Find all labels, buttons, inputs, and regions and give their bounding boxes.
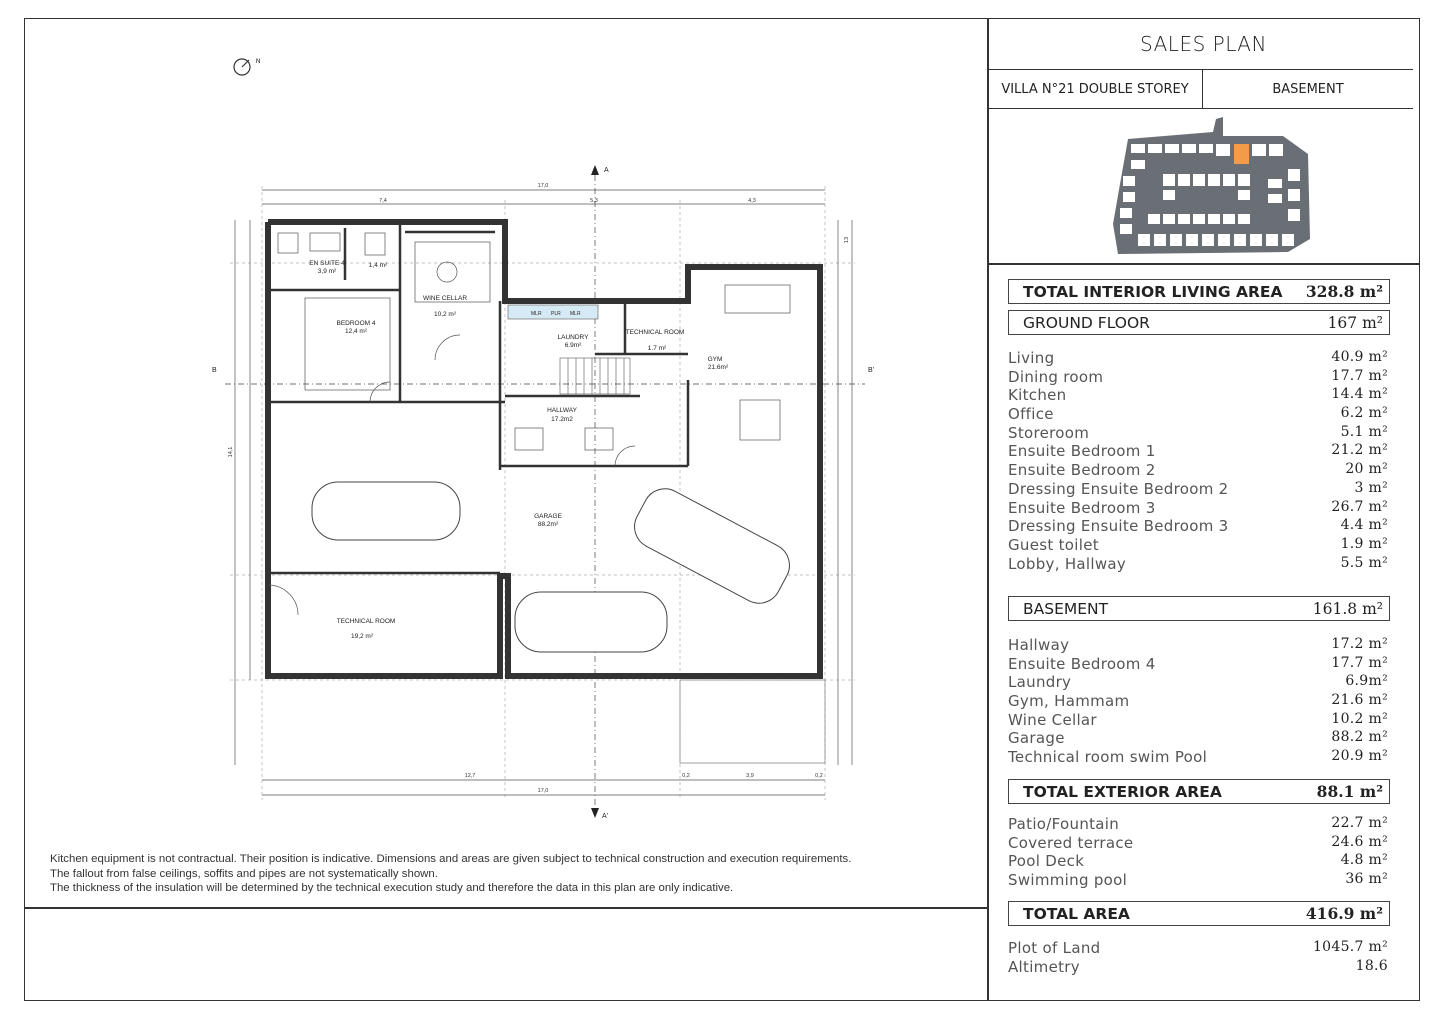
room-name-en-suite: EN SUITE 4 [309, 260, 345, 267]
notes-divider [24, 907, 987, 909]
item-area: 1.9 m² [1340, 535, 1388, 552]
room-name-wine: WINE CELLAR [422, 295, 468, 302]
note-line: Kitchen equipment is not contractual. Their position is indicative. Dimensions and areas are given subject to technical construction and execution requirements. [50, 853, 852, 865]
laundry-unit-1: MLR [531, 311, 542, 317]
item-name: Patio/Fountain [1008, 815, 1120, 833]
list-item [1008, 368, 1388, 387]
list-item [1008, 442, 1388, 461]
room-area-wc: 1,4 m² [368, 262, 388, 269]
list-item [1008, 871, 1388, 890]
list-item [1008, 958, 1388, 977]
list-item [1008, 673, 1388, 692]
sheet-title: SALES PLAN [1140, 31, 1267, 56]
list-item [1008, 555, 1388, 574]
list-item [1008, 939, 1388, 958]
cars [312, 481, 797, 652]
section-mark-b: B [212, 367, 217, 374]
room-area-gym: 21.6m² [707, 364, 729, 371]
north-label: N [256, 59, 261, 65]
item-name: Gym, Hammam [1008, 692, 1130, 711]
list-item [1008, 424, 1388, 443]
dim-small-1: 0,2 [682, 773, 690, 779]
note-line: The thickness of the insulation will be determined by the technical execution study and therefore the data in this plan are only indicative. [50, 882, 734, 894]
item-area: 4.4 m² [1340, 517, 1388, 534]
item-name: Ensuite Bedroom 2 [1008, 461, 1156, 480]
item-name: Pool Deck [1008, 852, 1085, 871]
item-name: Ensuite Bedroom 1 [1008, 442, 1156, 461]
room-name-garage: GARAGE [534, 513, 562, 520]
room-name-tech-small: TECHNICAL ROOM [625, 329, 685, 336]
room-area-hallway: 17.2m2 [551, 416, 573, 423]
item-area: 24.6 m² [1331, 833, 1388, 850]
list-item [1008, 480, 1388, 499]
basement-box [1008, 596, 1390, 621]
item-area: 5.5 m² [1340, 554, 1388, 571]
land-list [1008, 939, 1388, 976]
list-item [1008, 517, 1388, 536]
list-item [1008, 834, 1388, 853]
total-interior-value: 328.8 m² [1305, 282, 1383, 301]
item-area: 88.2 m² [1331, 729, 1388, 746]
item-name: Dining room [1008, 367, 1104, 386]
total-exterior-label: TOTAL EXTERIOR AREA [1023, 782, 1222, 801]
section-mark-a: A [604, 167, 609, 174]
list-item [1008, 386, 1388, 405]
title-row [988, 69, 1413, 109]
list-item [1008, 852, 1388, 871]
item-name: Lobby, Hallway [1008, 554, 1127, 573]
plan-notes [50, 852, 970, 896]
list-item [1008, 636, 1388, 655]
item-name: Guest toilet [1008, 535, 1099, 554]
list-item [1008, 655, 1388, 674]
item-name: Ensuite Bedroom 3 [1008, 498, 1156, 517]
basement-room-list [1008, 636, 1388, 767]
highlighted-villa [1234, 144, 1249, 164]
item-area: 14.4 m² [1331, 386, 1388, 403]
total-area-label: TOTAL AREA [1023, 904, 1130, 923]
item-name: Hallway [1008, 636, 1070, 654]
item-name: Laundry [1008, 673, 1072, 692]
item-name: Technical room swim Pool [1008, 748, 1208, 767]
ground-room-list [1008, 349, 1388, 573]
item-name: Swimming pool [1008, 871, 1128, 890]
list-item [1008, 748, 1388, 767]
floor-plan [40, 40, 970, 840]
total-exterior-value: 88.1 m² [1316, 782, 1383, 801]
list-item [1008, 405, 1388, 424]
exterior-list [1008, 815, 1388, 890]
dim-bottom-seg-2: 3,9 [746, 773, 754, 779]
list-item [1008, 536, 1388, 555]
total-interior-box [1008, 279, 1390, 304]
total-area-box [1008, 901, 1390, 926]
room-name-gym: GYM [707, 356, 723, 363]
item-area: 36 m² [1345, 871, 1388, 888]
item-name: Dressing Ensuite Bedroom 2 [1008, 479, 1229, 498]
item-name: Kitchen [1008, 386, 1067, 405]
north-arrow-icon [234, 59, 260, 75]
item-area: 18.6 [1355, 957, 1388, 974]
item-area: 20 m² [1345, 461, 1388, 478]
site-key-map [1098, 114, 1318, 259]
list-item [1008, 815, 1388, 834]
list-item [1008, 692, 1388, 711]
dim-top-total: 17,0 [537, 183, 549, 189]
item-area: 5.1 m² [1340, 423, 1388, 440]
item-name: Garage [1008, 729, 1065, 748]
item-area: 4.8 m² [1340, 852, 1388, 869]
item-area: 17.7 m² [1331, 367, 1388, 384]
ground-floor-box [1008, 310, 1390, 335]
list-item [1008, 499, 1388, 518]
item-name: Dressing Ensuite Bedroom 3 [1008, 517, 1229, 536]
room-name-hallway: HALLWAY [547, 407, 577, 414]
total-area-value: 416.9 m² [1305, 904, 1383, 923]
basement-value: 161.8 m² [1312, 599, 1383, 618]
dim-left-total: 14,1 [228, 446, 234, 458]
terrace-outline [680, 680, 825, 763]
dim-bottom-total: 17,0 [537, 788, 549, 794]
item-area: 17.2 m² [1331, 636, 1388, 652]
item-name: Covered terrace [1008, 833, 1134, 852]
room-area-bedroom: 12,4 m² [344, 328, 368, 335]
room-area-laundry: 6.9m² [564, 342, 582, 349]
room-area-tech-large: 19,2 m² [350, 633, 374, 640]
list-item [1008, 349, 1388, 368]
item-area: 3 m² [1354, 479, 1388, 496]
item-name: Ensuite Bedroom 4 [1008, 654, 1156, 673]
dim-top-seg-3: 4,3 [748, 198, 756, 204]
item-area: 40.9 m² [1331, 349, 1388, 365]
ground-floor-value: 167 m² [1327, 313, 1383, 332]
item-area: 21.2 m² [1331, 442, 1388, 459]
laundry-unit-2: PLR [551, 311, 561, 317]
villa-label: VILLA N°21 DOUBLE STOREY [988, 70, 1203, 108]
room-name-bedroom: BEDROOM 4 [336, 320, 376, 327]
item-area: 21.6 m² [1331, 692, 1388, 709]
room-name-laundry: LAUNDRY [557, 334, 589, 341]
total-interior-label: TOTAL INTERIOR LIVING AREA [1023, 282, 1283, 301]
section-mark-a-prime: A' [602, 813, 609, 820]
item-name: Office [1008, 405, 1054, 424]
dim-bottom-seg-1: 12,7 [464, 773, 476, 779]
room-area-garage: 88.2m² [537, 521, 559, 528]
item-name: Plot of Land [1008, 939, 1101, 957]
dim-top-seg-2: 5,3 [590, 198, 598, 204]
keymap-divider [988, 263, 1419, 265]
dim-top-seg-1: 7,4 [379, 198, 387, 204]
list-item [1008, 729, 1388, 748]
item-area: 22.7 m² [1331, 815, 1388, 831]
ground-floor-label: GROUND FLOOR [1023, 313, 1150, 332]
item-name: Living [1008, 349, 1055, 367]
room-area-tech-small: 1.7 m² [647, 345, 667, 352]
room-area-wine: 10,2 m² [433, 311, 457, 318]
item-area: 20.9 m² [1331, 748, 1388, 765]
room-name-tech-large: TECHNICAL ROOM [336, 618, 396, 625]
list-item [1008, 461, 1388, 480]
item-area: 6.9m² [1345, 673, 1388, 690]
item-name: Altimetry [1008, 957, 1080, 976]
item-area: 17.7 m² [1331, 654, 1388, 671]
item-area: 26.7 m² [1331, 498, 1388, 515]
item-area: 10.2 m² [1331, 710, 1388, 727]
info-panel [988, 18, 1420, 1001]
dim-right-total: 13 [844, 236, 850, 244]
room-area-en-suite: 3,9 m² [317, 268, 337, 275]
item-area: 1045.7 m² [1312, 939, 1388, 955]
item-area: 6.2 m² [1340, 405, 1388, 422]
dim-small-2: 0,2 [815, 773, 823, 779]
section-mark-b-prime: B' [868, 367, 875, 374]
item-name: Wine Cellar [1008, 710, 1097, 729]
note-line: The fallout from false ceilings, soffits and pipes are not systematically shown. [50, 867, 438, 880]
basement-label: BASEMENT [1023, 599, 1109, 618]
laundry-unit-3: MLR [570, 311, 581, 317]
list-item [1008, 711, 1388, 730]
level-label: BASEMENT [1272, 81, 1344, 97]
total-exterior-box [1008, 779, 1390, 804]
item-name: Storeroom [1008, 423, 1090, 442]
